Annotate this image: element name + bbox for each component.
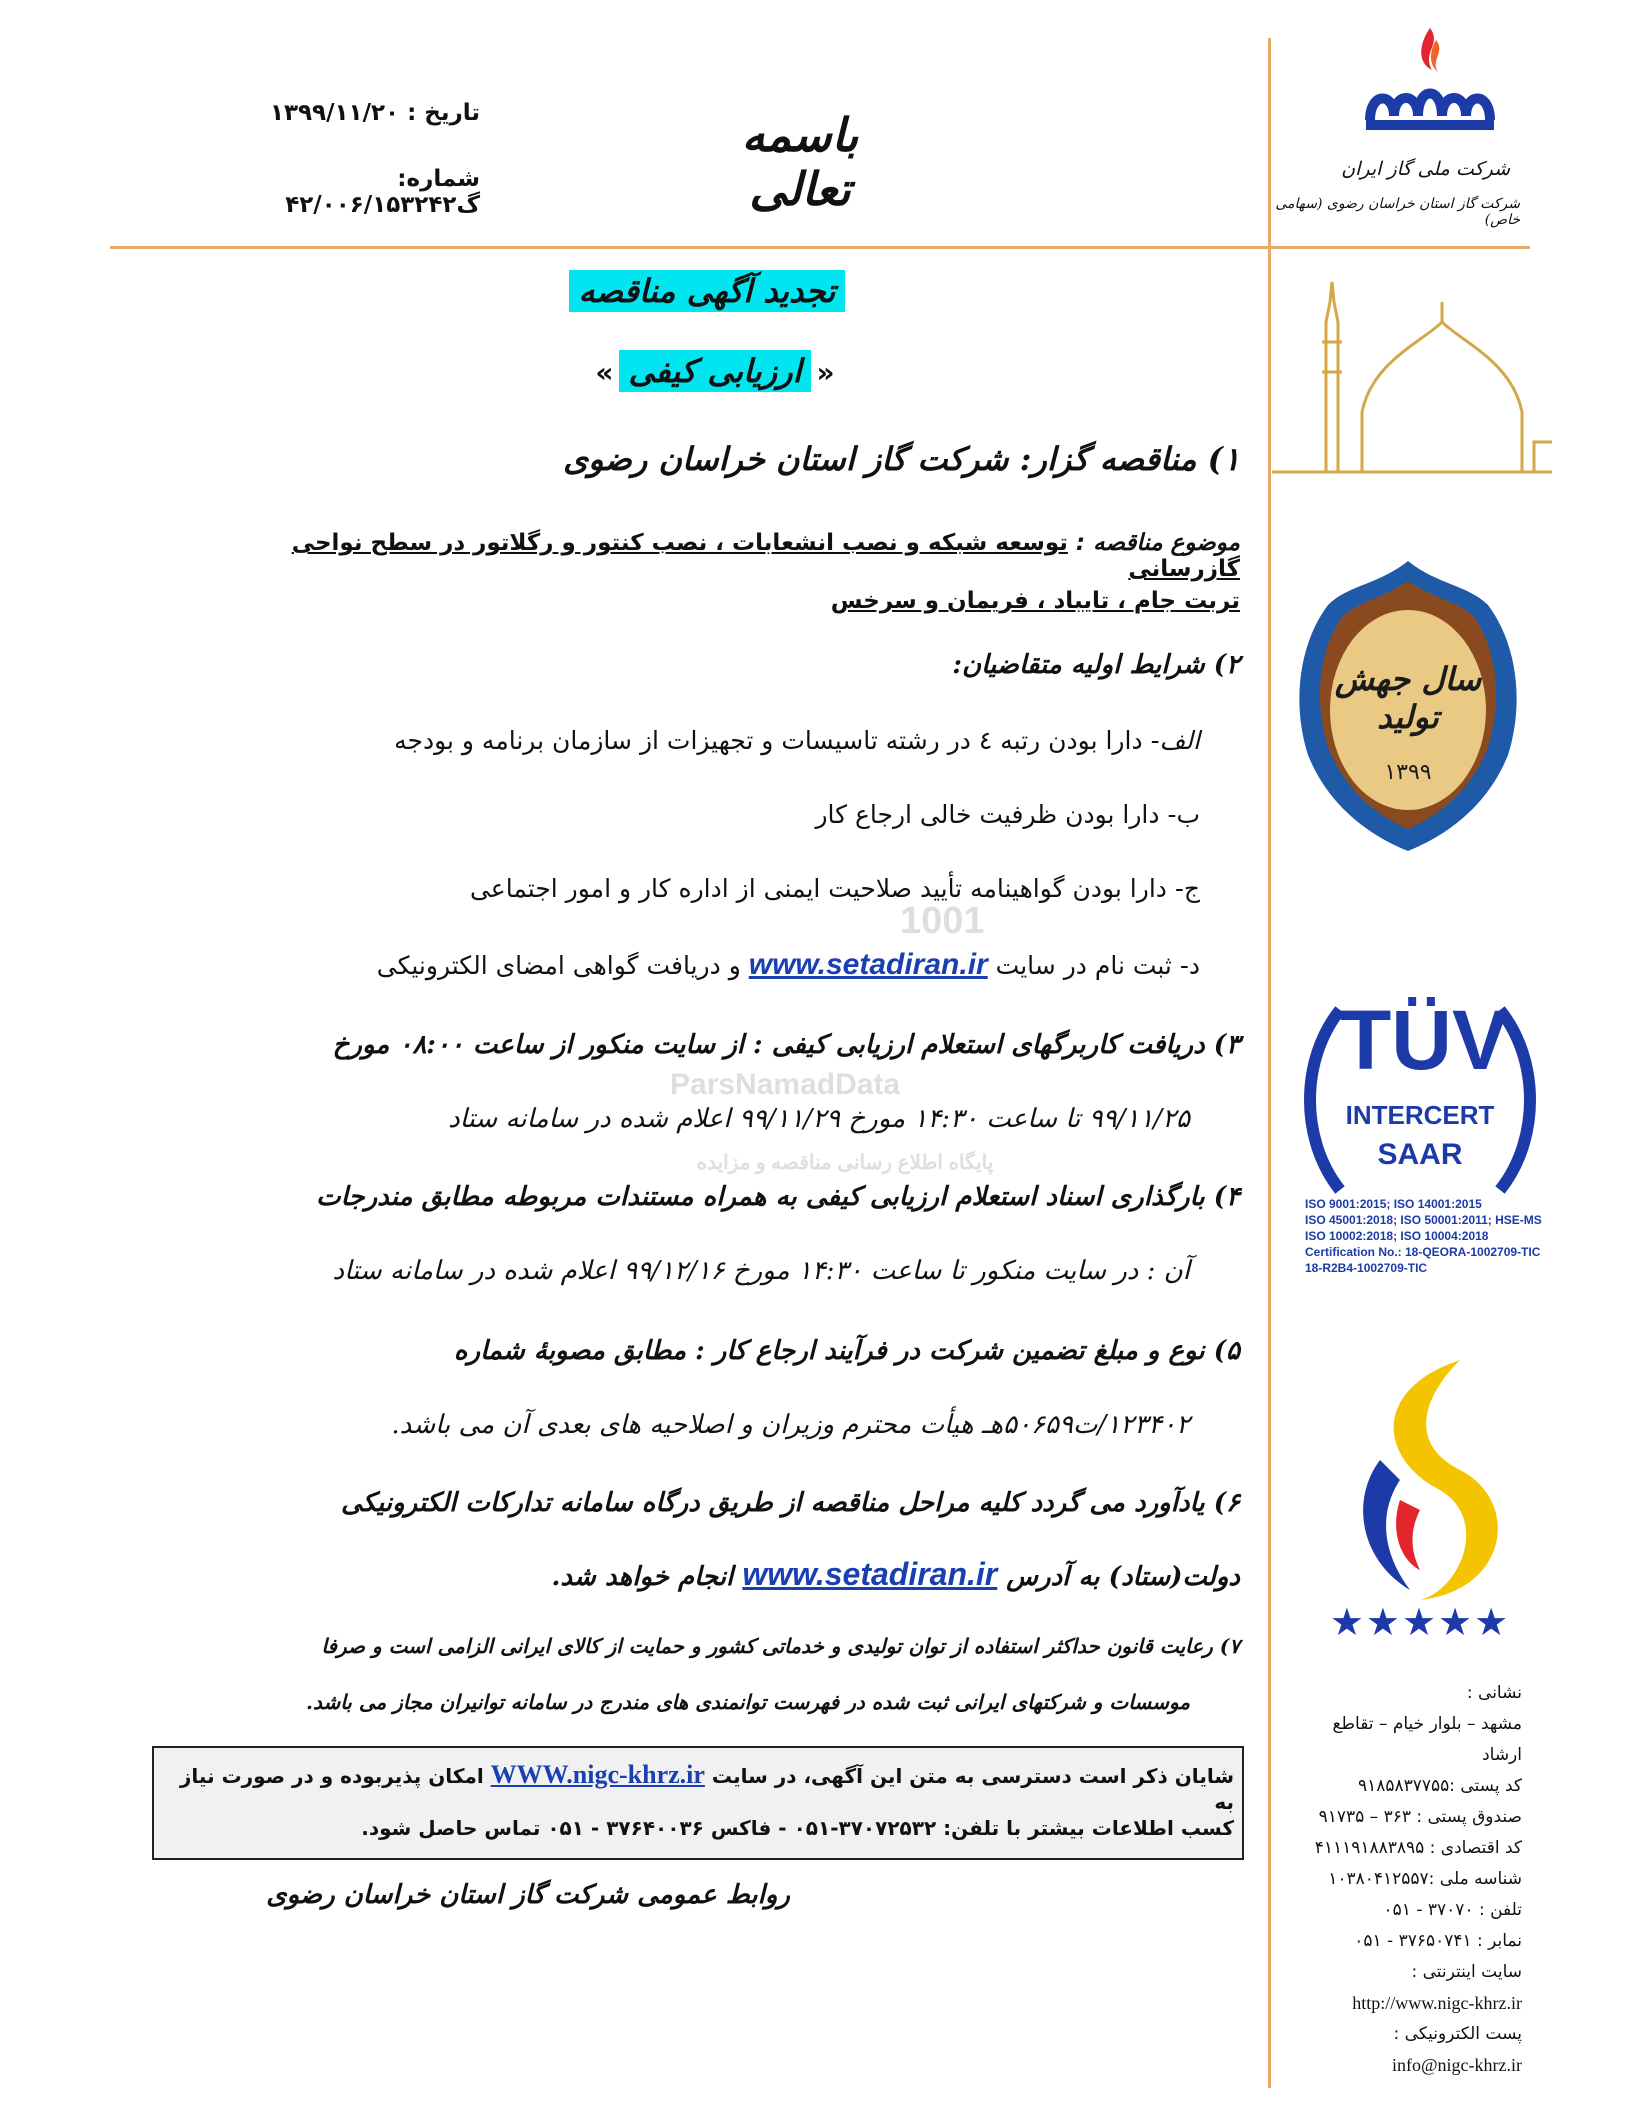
tuv-main: TÜV [1340, 993, 1508, 1087]
quote-open: « [816, 356, 835, 389]
condition-a-label: الف- [1150, 726, 1200, 755]
section4-line2: آن : در سایت منکور تا ساعت ۱۴:۳۰ مورخ ۹۹/۱۲/۱۶ اعلام شده در سامانه ستاد [332, 1256, 1190, 1286]
number-row [200, 166, 480, 218]
condition-d [200, 948, 1200, 982]
mosque-outline [1272, 262, 1552, 482]
postal-code: کد پستی :۹۱۸۵۸۳۷۷۵۵ [1357, 1776, 1522, 1796]
seal-year: ۱۳۹۹ [1384, 760, 1432, 785]
date-value: ۱۳۹۹/۱۱/۲۰ [269, 100, 400, 126]
condition-a [200, 726, 1200, 755]
date-row [200, 100, 480, 126]
iso-line: ISO 9001:2015; ISO 14001:2015 [1305, 1197, 1482, 1211]
address-label: نشانی : [1466, 1683, 1522, 1703]
condition-d-post: و دریافت گواهی امضای الکترونیکی [376, 951, 741, 980]
award-stars: ★★★★★ [1329, 1600, 1511, 1644]
section6-line1: ۶) یادآورد می گردد کلیه مراحل مناقصه از طریق درگاه سامانه تدارکات الکترونیکی [341, 1488, 1240, 1518]
logo-line1: شرکت ملی گاز ایران [1341, 158, 1510, 180]
website-label: سایت اینترنتی : [1411, 1962, 1522, 1982]
subject-line2 [180, 588, 1240, 614]
date-label: تاریخ : [407, 100, 480, 126]
title-sub-text: ارزیابی کیفی [619, 350, 812, 392]
title-sub [560, 350, 870, 392]
quote-close: » [595, 356, 614, 389]
notice-line2: کسب اطلاعات بیشتر با تلفن: ۳۷۰۷۲۵۳۲-۰۵۱ - فاکس ۳۷۶۴۰۰۳۶ - ۰۵۱ تماس حاصل شود. [361, 1816, 1234, 1840]
iso-line: ISO 10002:2018; ISO 10004:2018 [1305, 1229, 1489, 1243]
number-label: شماره: [397, 166, 480, 192]
fax: نمابر : ۳۷۶۵۰۷۴۱ - ۰۵۱ [1354, 1931, 1522, 1951]
section2-heading: ۲) شرایط اولیه متقاضیان: [952, 650, 1240, 680]
tuv-sub2: SAAR [1377, 1138, 1463, 1171]
iso-line: Certification No.: 18-QEORA-1002709-TIC [1305, 1245, 1541, 1259]
economic-code: کد اقتصادی : ۴۱۱۱۹۱۸۸۳۸۹۵ [1314, 1838, 1522, 1858]
subject-label: موضوع مناقصه : [1075, 530, 1240, 556]
header-divider [110, 246, 1530, 249]
email-label: پست الکترونیکی : [1393, 2024, 1522, 2044]
email-link[interactable]: info@nigc-khrz.ir [1391, 2055, 1522, 2075]
logo-line2: شرکت گاز استان خراسان رضوی (سهامی خاص) [1275, 196, 1520, 228]
website-link[interactable]: http://www.nigc-khrz.ir [1352, 1993, 1522, 2013]
section3-line1: ۳) دریافت کاربرگهای استعلام ارزیابی کیفی : از سایت منکور از ساعت ۰۸:۰۰ مورخ [332, 1030, 1240, 1060]
iso-line: ISO 45001:2018; ISO 50001:2011; HSE-MS [1305, 1213, 1542, 1227]
title-main [552, 270, 862, 312]
phone: تلفن : ۳۷۰۷۰ - ۰۵۱ [1383, 1900, 1522, 1920]
section3-line2: ۹۹/۱۱/۲۵ تا ساعت ۱۴:۳۰ مورخ ۹۹/۱۱/۲۹ اعلام شده در سامانه ستاد [448, 1104, 1190, 1134]
notice-pre: شایان ذکر است دسترسی به متن این آگهی، در سایت [711, 1764, 1234, 1788]
iso-lines [1305, 1196, 1545, 1276]
national-id: شناسه ملی :۱۰۳۸۰۴۱۲۵۵۷ [1328, 1869, 1522, 1889]
subject-text1: توسعه شبکه و نصب انشعابات ، نصب کنتور و رگلاتور در سطح نواحی گازرسانی [291, 530, 1240, 582]
watermark-tagline: پایگاه اطلاع رسانی مناقصه و مزایده [696, 1152, 994, 1174]
notice-line1 [166, 1760, 1234, 1814]
section6-pre: دولت(ستاد) به آدرس [1006, 1562, 1240, 1592]
basmala: باسمه تعالی [741, 108, 859, 216]
section1: ۱) مناقصه گزار: شرکت گاز استان خراسان رضوی [563, 440, 1240, 478]
section7-line2: موسسات و شرکتهای ایرانی ثبت شده در فهرست توانمندی های مندرج در سامانه توانیران مجاز می باشد. [305, 1690, 1190, 1714]
quality-award [1310, 1350, 1530, 1620]
condition-d-pre: د- ثبت نام در سایت [995, 951, 1200, 980]
tuv-sub1: INTERCERT [1345, 1100, 1495, 1130]
subject-line1 [180, 530, 1240, 582]
flame-award-icon [1310, 1350, 1530, 1620]
address: مشهد – بلوار خیام – تقاطع ارشاد [1332, 1714, 1522, 1765]
condition-a-text: دارا بودن رتبه ٤ در رشته تاسیسات و تجهیزات از سازمان برنامه و بودجه [394, 726, 1143, 755]
watermark-digits: 1001 [900, 900, 985, 942]
condition-c: ج- دارا بودن گواهینامه تأیید صلاحیت ایمنی از اداره کار و امور اجتماعی [469, 874, 1200, 903]
subject-text2: تربت جام ، تایباد ، فریمان و سرخس [830, 588, 1240, 614]
seal-text: سال جهش تولید [1334, 660, 1482, 736]
section6-post: انجام خواهد شد. [551, 1562, 734, 1592]
nigc-logo-icon [1330, 20, 1530, 160]
iso-line: 18-R2B4-1002709-TIC [1305, 1261, 1428, 1275]
mosque-icon [1272, 262, 1552, 482]
section5-line1: ۵) نوع و مبلغ تضمین شرکت در فرآیند ارجاع کار : مطابق مصوبهٔ شماره [453, 1336, 1240, 1366]
nigc-logo [1330, 20, 1530, 160]
po-box: صندوق پستی : ۳۶۳ – ۹۱۷۳۵ [1318, 1807, 1522, 1827]
setadiran-link-2[interactable]: www.setadiran.ir [742, 1556, 998, 1592]
section6-line2 [380, 1556, 1240, 1593]
notice-post: امکان پذیربوده و در صورت نیاز به [179, 1764, 1234, 1814]
condition-b: ب- دارا بودن ظرفیت خالی ارجاع کار [815, 800, 1200, 829]
contact-block [1290, 1678, 1522, 2081]
section4-line1: ۴) بارگذاری اسناد استعلام ارزیابی کیفی به همراه مستندات مربوطه مطابق مندرجات [316, 1182, 1240, 1212]
watermark-brand: ParsNamadData [670, 1068, 901, 1101]
signature: روابط عمومی شرکت گاز استان خراسان رضوی [266, 1880, 790, 1910]
sidebar-divider [1268, 38, 1271, 2088]
section5-line2: ۱۲۳۴۰۲/ت۵۰۶۵۹هـ هیأت محترم وزیران و اصلاحیه های بعدی آن می باشد. [391, 1410, 1190, 1440]
number-value: گ۴۲/۰۰۶/۱۵۳۲۴۲ [285, 192, 480, 218]
section7-line1: ۷) رعایت قانون حداکثر استفاده از توان تولیدی و خدماتی کشور و حمایت از کالای ایرانی الزامی است و صرفا [321, 1634, 1240, 1658]
title-main-text: تجدید آگهی مناقصه [569, 270, 846, 312]
nigc-link[interactable]: WWW.nigc-khrz.ir [490, 1760, 705, 1789]
setadiran-link[interactable]: www.setadiran.ir [748, 948, 988, 981]
